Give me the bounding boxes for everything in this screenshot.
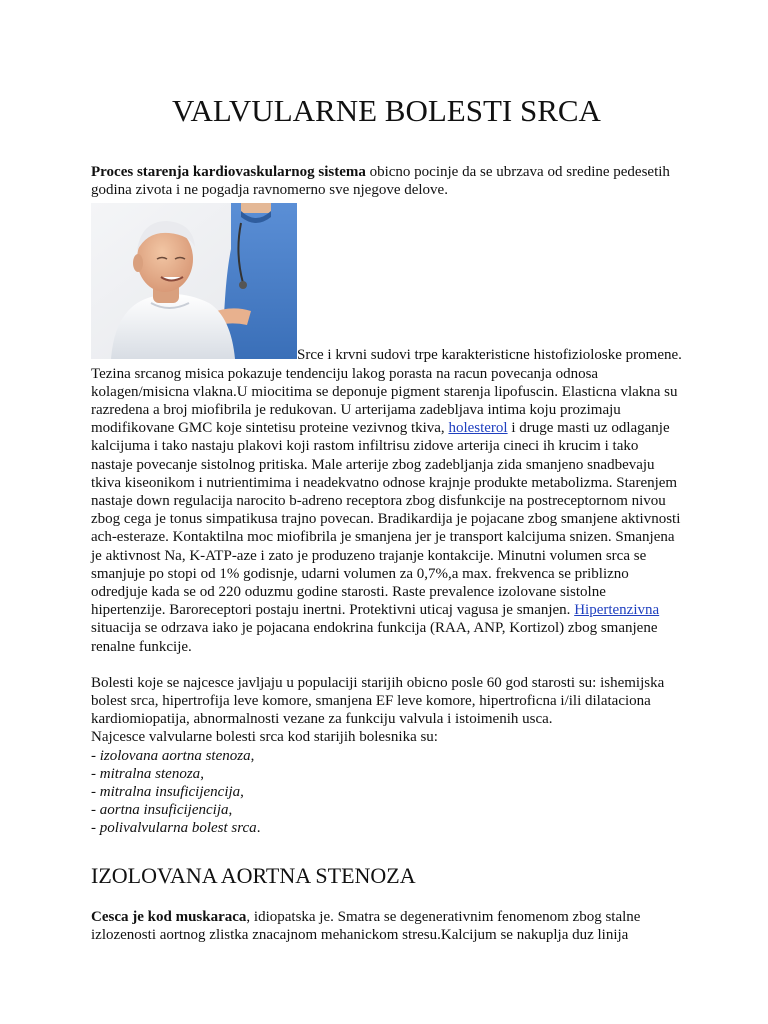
- list-item: - izolovana aortna stenoza,: [91, 747, 255, 764]
- page-title: VALVULARNE BOLESTI SRCA: [172, 93, 601, 128]
- body-text-3: situacija se odrzava iako je pojacana endokrina funkcija (RAA, ANP, Kortizol) zbog smanjene renalne funkcije.: [91, 620, 658, 655]
- section-bold-text: Cesca je kod muskaraca: [91, 908, 247, 925]
- list-intro: Najcesce valvularne bolesti srca kod starijih bolesnika su:: [91, 729, 438, 746]
- body-text-2: i druge masti uz odlaganje kalcijuma i tako nastaju plakovi koji rastom infiltrisu zidove arterija cineci ih krucim i tako nastaje povecanje sistolnog pritiska. Male arterije zbog zadebljanja zida smanjeno snadbevaju tkiva kiseonikom i nutrientimima i neadekvatno odnose krajnje produkte metabolizma. Starenjem nastaje down regulacija narocito b-adreno receptora zbog disfunkcije na postreceptornom nivou zbog cega je tonus simpatikusa trajno povecan. Bradikardija je pojacane zbog smanjene aktivnosti ach-esteraze. Kontaktilna moc miofibrila je smanjena jer je transport kalcijuma snizen. Smanjena je aktivnost Na, K-ATP-aze i zato je produzeno trajanje kontakcije. Minutni volumen srca se smanjuje po stopi od 1% godisnje, udarni volumen za 0,7%,a max. frekvenca se priblizno odredjuje kada se od 220 oduzmu godine starosti. Raste prevalence izolovane sistolne hipertenzije. Baroreceptori postaju inertni. Protektivni uticaj vagusa je smanjen.: [91, 420, 681, 619]
- list-item: - mitralna insuficijencija,: [91, 784, 244, 801]
- intro-text: obicno pocinje da se ubrzava od sredine pedesetih godina zivota i ne pogadja ravnomerno sve njegove delove.: [91, 164, 670, 199]
- intro-paragraph: [91, 163, 682, 199]
- section-text: , idiopatska je. Smatra se degenerativnim fenomenom zbog stalne izlozenosti aortnog zlistka znacajnom mehanickom stresu.Kalcijum se nakuplja duz linija: [91, 908, 641, 943]
- intro-bold-text: Proces starenja kardiovaskularnog sistema: [91, 164, 366, 180]
- section-title: IZOLOVANA AORTNA STENOZA: [91, 862, 416, 888]
- body-text-1: Srce i krvni sudovi trpe karakteristicne histofizioloske promene. Tezina srcanog misica pokazuje tendenciju lakog porasta na racun povecanja odnosa kolagen/misicna vlakna.U miocitima se deponuje pigment starenja lipofuscin. Elasticna vlakna su razredena a broj miofibrila je redukovan. U arterijama zadebljava intima koju prozimaju modifikovane GMC koje sintetisu proteine vezivnog tkiva,: [91, 347, 682, 437]
- holesterol-link[interactable]: holesterol: [448, 420, 508, 437]
- valvular-disease-list: [91, 747, 682, 838]
- body-paragraph: [91, 203, 682, 655]
- patient-nurse-photo: [91, 203, 297, 359]
- list-item: - mitralna stenoza,: [91, 765, 204, 782]
- list-item: - aortna insuficijencija,: [91, 802, 233, 819]
- diseases-paragraph: Bolesti koje se najcesce javljaju u populaciji starijih obicno posle 60 god starosti su: ishemijska bolest srca, hipertrofija leve komore, smanjena EF leve komore, hipertroficna i/ili dilataciona kardiomiopatija, abnormalnosti vezane za funkciju valvula i istoimenih usca.: [91, 674, 665, 728]
- hipertenzivna-link[interactable]: Hipertenzivna: [574, 602, 660, 619]
- section-paragraph: [91, 908, 682, 944]
- list-item: - polivalvularna bolest srca.: [91, 820, 261, 837]
